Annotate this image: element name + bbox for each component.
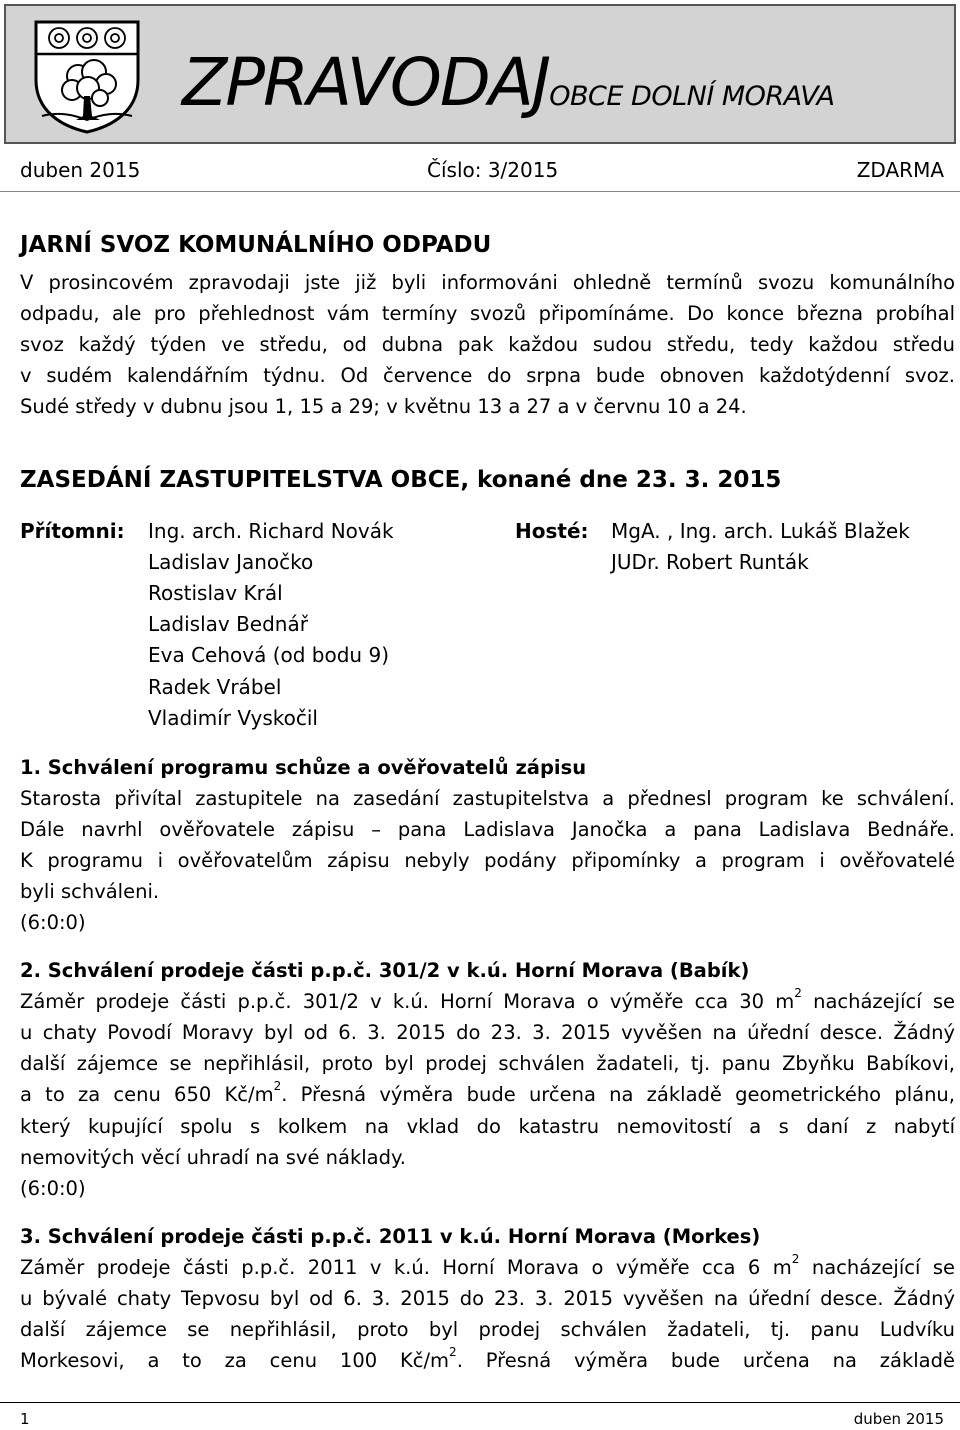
newsletter-title: ZPRAVODAJ <box>182 44 550 121</box>
present-label: Přítomni: <box>20 519 125 543</box>
attendee: Eva Cehová (od bodu 9) <box>148 643 389 667</box>
guests-label: Hosté: <box>515 519 589 543</box>
issue-date: duben 2015 <box>20 158 141 182</box>
guest: MgA. , Ing. arch. Lukáš Blažek <box>611 519 910 543</box>
paragraph-line: odpadu, ale pro přehlednost vám termíny svozů připomínáme. Do konce března probíhal <box>20 302 955 325</box>
paragraph-line: byli schváleni. <box>20 880 160 903</box>
meeting-heading: ZASEDÁNÍ ZASTUPITELSTVA OBCE, konané dne 23. 3. 2015 <box>20 467 782 493</box>
paragraph-line: který kupující spolu s kolkem na vklad do katastru nemovitostí a s daní z nabytí <box>20 1115 955 1138</box>
vote-result: (6:0:0) <box>20 911 86 934</box>
agenda-item-heading: 3. Schválení prodeje části p.p.č. 2011 v k.ú. Horní Morava (Morkes) <box>20 1225 761 1248</box>
agenda-item-heading: 1. Schválení programu schůze a ověřovatelů zápisu <box>20 756 587 779</box>
issue-number: Číslo: 3/2015 <box>427 158 559 182</box>
paragraph-line: Dále navrhl ověřovatele zápisu – pana Ladislava Janočka a pana Ladislava Bednáře. <box>20 818 955 841</box>
agenda-item-heading: 2. Schválení prodeje části p.p.č. 301/2 v k.ú. Horní Morava (Babík) <box>20 959 750 982</box>
paragraph-line: Záměr prodeje části p.p.č. 301/2 v k.ú. Horní Morava o výměře cca 30 $m^2$ nacházející se <box>20 985 955 1013</box>
vote-result: (6:0:0) <box>20 1177 86 1200</box>
paragraph-line: K programu i ověřovatelům zápisu nebyly podány připomínky a program i ověřovatelé <box>20 849 955 872</box>
paragraph-line: a to za cenu 650 $Kč/m^2$. Přesná výměra bude určena na základě geometrického plánu, <box>20 1078 955 1106</box>
issue-divider <box>0 191 960 192</box>
masthead <box>4 4 956 144</box>
paragraph-line: nemovitých věcí uhradí na své náklady. <box>20 1146 406 1169</box>
paragraph-line: Sudé středy v dubnu jsou 1, 15 a 29; v květnu 13 a 27 a v červnu 10 a 24. <box>20 395 747 418</box>
issue-info <box>20 158 944 188</box>
paragraph-line: u chaty Povodí Moravy byl od 6. 3. 2015 do 23. 3. 2015 vyvěšen na úřední desce. Žádný <box>20 1021 955 1044</box>
footer-date: duben 2015 <box>853 1410 944 1428</box>
attendee: Rostislav Král <box>148 581 283 605</box>
paragraph-line: Záměr prodeje části p.p.č. 2011 v k.ú. Horní Morava o výměře cca 6 $m^2$ nacházející se <box>20 1251 955 1279</box>
newsletter-subtitle: OBCE DOLNÍ MORAVA <box>549 81 835 112</box>
paragraph-line: V prosincovém zpravodaji jste již byli informováni ohledně termínů svozu komunálního <box>20 271 955 294</box>
attendee: Ladislav Bednář <box>148 612 308 636</box>
paragraph-line: u bývalé chaty Tepvosu byl od 6. 3. 2015 do 23. 3. 2015 vyvěšen na úřední desce. Žádný <box>20 1287 955 1310</box>
page-number: 1 <box>20 1410 30 1428</box>
attendee: Vladimír Vyskočil <box>148 706 318 730</box>
masthead-title <box>182 44 834 121</box>
paragraph-line: v sudém kalendářním týdnu. Od července do srpna bude obnoven každotýdenní svoz. <box>20 364 955 387</box>
attendee: Ladislav Janočko <box>148 550 314 574</box>
article-heading: JARNÍ SVOZ KOMUNÁLNÍHO ODPADU <box>20 232 492 258</box>
paragraph-line: svoz každý týden ve středu, od dubna pak každou sudou středu, tedy každou středu <box>20 333 955 356</box>
attendee: Radek Vrábel <box>148 675 282 699</box>
paragraph-line: další zájemce se nepřihlásil, proto byl prodej schválen žadateli, tj. panu Ludvíku <box>20 1318 955 1341</box>
footer-divider <box>0 1402 960 1403</box>
paragraph-line: Starosta přivítal zastupitele na zasedání zastupitelstva a přednesl program ke schválení. <box>20 787 955 810</box>
paragraph-line: další zájemce se nepřihlásil, proto byl prodej schválen žadateli, tj. panu Zbyňku Babíkovi, <box>20 1052 955 1075</box>
coat-of-arms-icon <box>28 16 146 134</box>
attendee: Ing. arch. Richard Novák <box>148 519 394 543</box>
guest: JUDr. Robert Runták <box>611 550 809 574</box>
paragraph-line: Morkesovi, a to za cenu 100 $Kč/m^2$. Přesná výměra bude určena na základě <box>20 1344 955 1372</box>
issue-price: ZDARMA <box>856 158 944 182</box>
